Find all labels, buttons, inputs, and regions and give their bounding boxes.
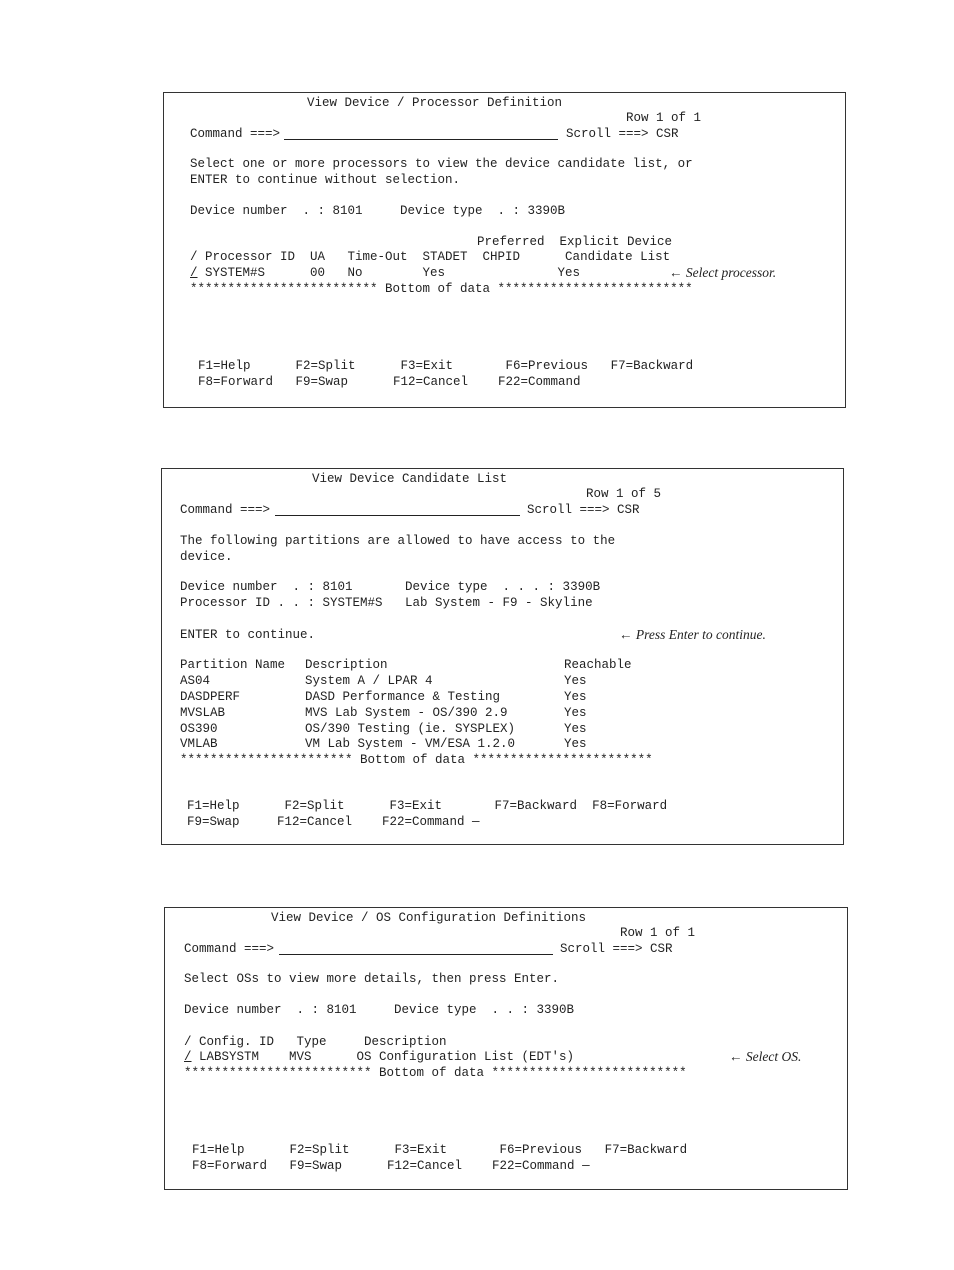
processor-info: Processor ID . . : SYSTEM#S Lab System - F9 - Skyline [180,596,593,610]
enter-instruction: ENTER to continue. [180,628,316,642]
annotation-note: ← Select OS. [729,1049,802,1064]
command-input[interactable] [275,503,520,516]
partition-description: VM Lab System - VM/ESA 1.2.0 [305,737,516,751]
instruction-text: The following partitions are allowed to have access to the [180,534,616,548]
partition-description: OS/390 Testing (ie. SYSPLEX) [305,722,516,736]
partition-description: MVS Lab System - OS/390 2.9 [305,706,508,720]
annotation-note: ← Select processor. [669,265,777,280]
instruction-text: ENTER to continue without selection. [190,173,461,187]
instruction-text: Select OSs to view more details, then press Enter. [184,972,560,986]
partition-name: MVSLAB [180,706,226,720]
annotation-note: ← Press Enter to continue. [619,627,766,642]
command-input[interactable] [284,127,558,140]
panel-title: View Device / OS Configuration Definitions [271,911,587,925]
device-info: Device number . : 8101 Device type . : 3390B [190,204,566,218]
function-keys-row2[interactable]: F8=Forward F9=Swap F12=Cancel F22=Command [198,375,581,389]
partition-name: OS390 [180,722,218,736]
partition-reachable: Yes [564,722,587,736]
command-label: Command ===> [180,503,271,517]
column-header: Description [305,658,388,672]
panel-title: View Device / Processor Definition [307,96,563,110]
partition-reachable: Yes [564,706,587,720]
bottom-of-data: *********************** Bottom of data ************************ [180,753,653,767]
partition-description: DASD Performance & Testing [305,690,501,704]
candidate-list-panel [161,468,844,845]
row-indicator: Row 1 of 5 [586,487,662,501]
column-header: Reachable [564,658,632,672]
os-configuration-panel [164,907,848,1190]
partition-reachable: Yes [564,674,587,688]
bottom-of-data: ************************* Bottom of data ************************** [184,1066,687,1080]
function-keys-row1[interactable]: F1=Help F2=Split F3=Exit F6=Previous F7=Backward [198,359,694,373]
panel-title: View Device Candidate List [312,472,508,486]
scroll-field[interactable]: Scroll ===> CSR [560,942,673,956]
partition-reachable: Yes [564,690,587,704]
partition-name: VMLAB [180,737,218,751]
partition-description: System A / LPAR 4 [305,674,433,688]
row-select-field[interactable]: / [184,1050,192,1064]
partition-reachable: Yes [564,737,587,751]
scroll-field[interactable]: Scroll ===> CSR [527,503,640,517]
row-indicator: Row 1 of 1 [626,111,702,125]
command-label: Command ===> [190,127,281,141]
row-select-field[interactable]: / [190,266,198,280]
function-keys-row1[interactable]: F1=Help F2=Split F3=Exit F6=Previous F7=Backward [192,1143,688,1157]
processor-definition-panel [163,92,846,408]
column-header: Preferred Explicit Device [477,235,673,249]
command-input[interactable] [279,942,553,955]
device-info: Device number . : 8101 Device type . . . : 3390B [180,580,601,594]
instruction-text: device. [180,550,233,564]
row-indicator: Row 1 of 1 [620,926,696,940]
column-header: / Config. ID Type Description [184,1035,447,1049]
table-row: SYSTEM#S 00 No Yes Yes [205,266,581,280]
scroll-field[interactable]: Scroll ===> CSR [566,127,679,141]
function-keys-row2[interactable]: F9=Swap F12=Cancel F22=Command — [187,815,480,829]
table-row: LABSYSTM MVS OS Configuration List (EDT's) [199,1050,575,1064]
column-header: Partition Name [180,658,286,672]
bottom-of-data: ************************* Bottom of data ************************** [190,282,693,296]
partition-name: DASDPERF [180,690,241,704]
partition-name: AS04 [180,674,211,688]
function-keys-row1[interactable]: F1=Help F2=Split F3=Exit F7=Backward F8=Forward [187,799,668,813]
device-info: Device number . : 8101 Device type . . : 3390B [184,1003,575,1017]
function-keys-row2[interactable]: F8=Forward F9=Swap F12=Cancel F22=Command — [192,1159,590,1173]
column-header: / Processor ID UA Time-Out STADET CHPID Candidate List [190,250,671,264]
instruction-text: Select one or more processors to view the device candidate list, or [190,157,693,171]
command-label: Command ===> [184,942,275,956]
